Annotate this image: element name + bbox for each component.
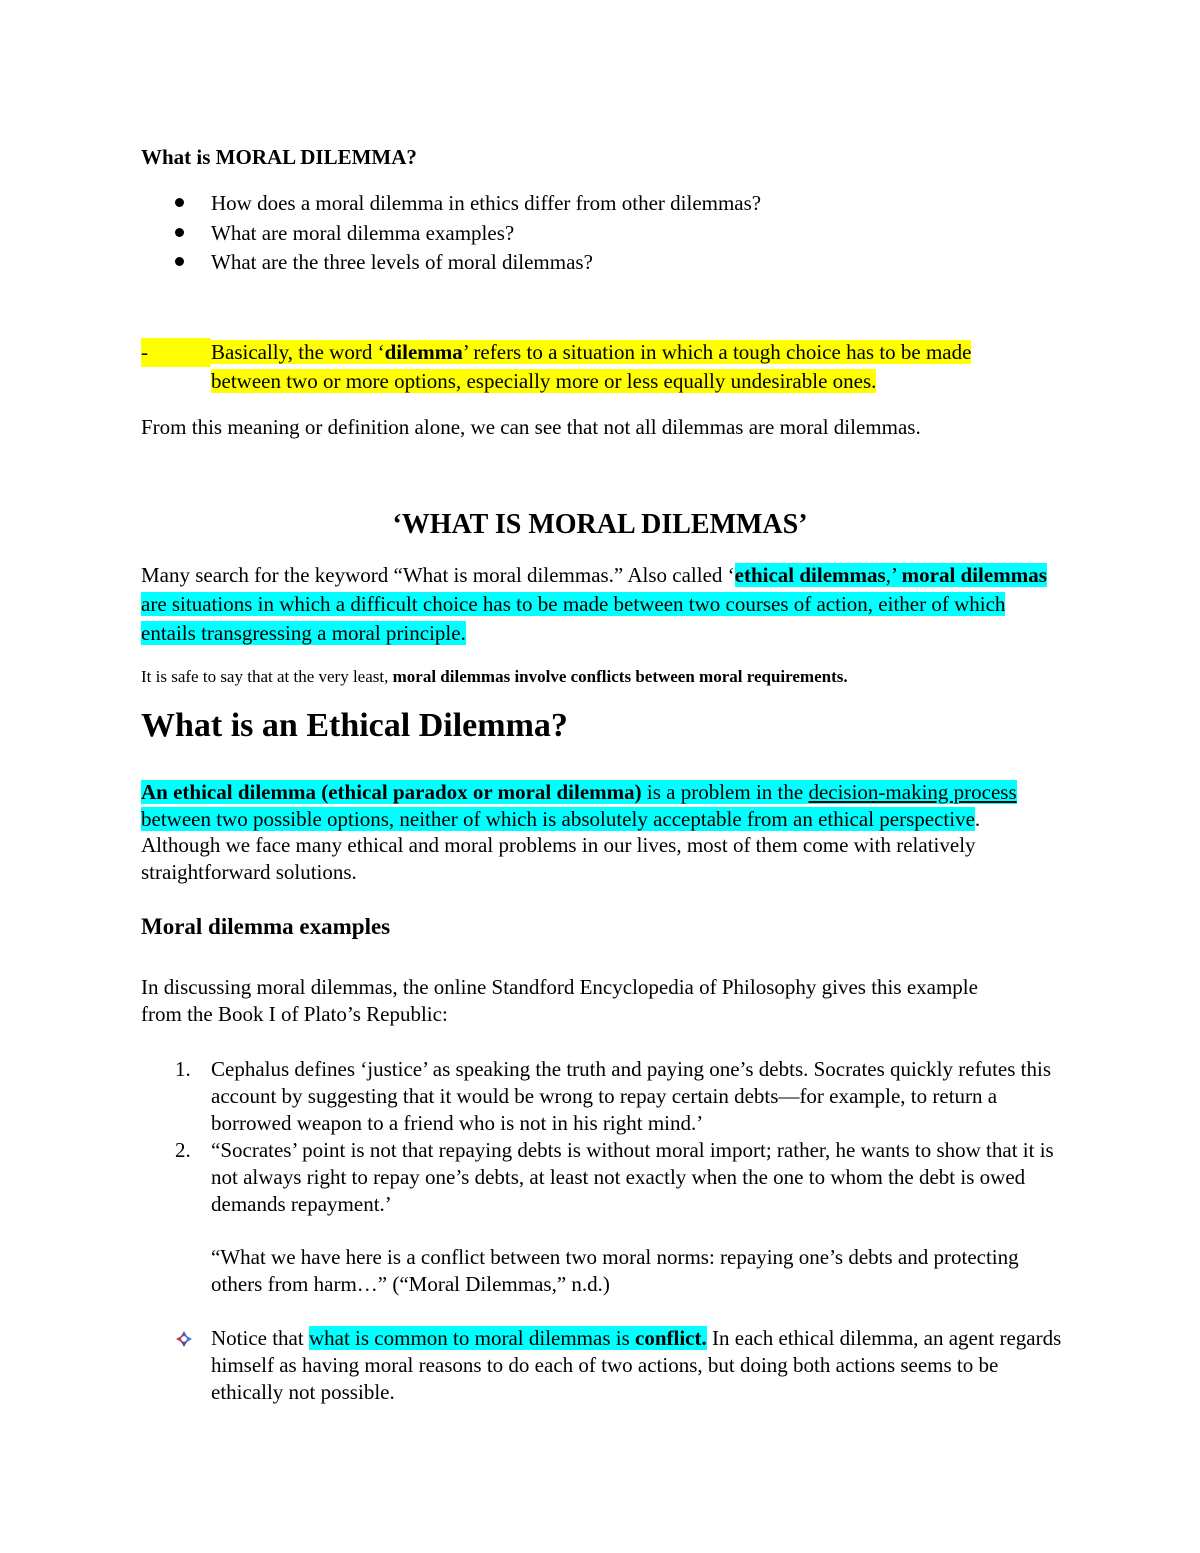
bullet-icon xyxy=(175,257,184,266)
basically-dilemma-bold: dilemma xyxy=(384,340,463,364)
question-item: What are the three levels of moral dilemmas? xyxy=(211,250,593,274)
notice-pre: Notice that xyxy=(211,1326,309,1350)
ethical-para-mid: between two possible options, neither of which is absolutely acceptable from an ethical perspective xyxy=(141,806,975,831)
numbered-item-text: “Socrates’ point is not that repaying debts is without moral import; rather, he wants to show that it is not always right to repay one’s debts, at least not exactly when the one to whom the debt is owed demands repayment.’ xyxy=(211,1138,1054,1216)
center-title: ‘WHAT IS MORAL DILEMMAS’ xyxy=(392,509,808,540)
question-item: What are moral dilemma examples? xyxy=(211,221,515,245)
ethical-para-post: . Although we face many ethical and moral problems in our lives, most of them come with relatively straightforward solutions. xyxy=(141,806,981,884)
many-search-paragraph xyxy=(141,561,1061,648)
numbered-item-text: Cephalus defines ‘justice’ as speaking the truth and paying one’s debts. Socrates quickly refutes this account by suggesting that it would be wrong to repay certain debts—for example, to return a borrowed weapon to a friend who is not in his right mind.’ xyxy=(211,1057,1051,1135)
moral-dilemmas-bold: moral dilemmas xyxy=(901,563,1047,587)
question-item: How does a moral dilemma in ethics differ from other dilemmas? xyxy=(211,191,762,215)
safe-to-say-bold: moral dilemmas involve conflicts between moral requirements. xyxy=(392,667,848,686)
ethical-dilemma-heading: What is an Ethical Dilemma? xyxy=(141,707,568,744)
bullet-icon xyxy=(175,198,184,207)
ethical-dilemmas-bold: ethical dilemmas xyxy=(734,563,886,587)
notice-paragraph xyxy=(211,1325,1071,1406)
list-number: 1. xyxy=(175,1057,191,1081)
arrow-bullet-icon xyxy=(175,1330,193,1348)
safe-to-say-paragraph xyxy=(141,665,1061,689)
basically-text-post: ’ refers to a situation in which a tough choice has to be made between two or more options, especially more or less equally undesirable ones. xyxy=(211,340,972,393)
moral-dilemma-examples-heading: Moral dilemma examples xyxy=(141,914,391,939)
many-search-mid: ,’ xyxy=(885,563,902,587)
notice-post: In each ethical dilemma, an agent regards himself as having moral reasons to do each of two actions, but doing both actions seems to be ethically not possible. xyxy=(211,1326,1062,1404)
notice-highlight: what is common to moral dilemmas is xyxy=(308,1326,636,1350)
basically-text-pre: Basically, the word ‘ xyxy=(211,340,385,364)
ethical-dilemma-bold: An ethical dilemma (ethical paradox or moral dilemma) xyxy=(141,780,642,804)
ethical-dilemma-paragraph xyxy=(141,779,1061,885)
discussing-paragraph: In discussing moral dilemmas, the online Standford Encyclopedia of Philosophy gives this example from the Book I of Plato’s Republic: xyxy=(141,975,978,1026)
list-number: 2. xyxy=(175,1138,191,1162)
ethical-para-pre: is a problem in the xyxy=(641,780,809,804)
basically-paragraph xyxy=(141,338,1021,396)
from-meaning-paragraph: From this meaning or definition alone, we can see that not all dilemmas are moral dilemmas. xyxy=(141,415,921,439)
heading-what-is-moral-dilemma: What is MORAL DILEMMA? xyxy=(141,145,417,169)
dash-marker: - xyxy=(141,338,211,367)
many-search-pre: Many search for the keyword “What is moral dilemmas.” Also called ‘ xyxy=(141,563,735,587)
safe-to-say-pre: It is safe to say that at the very least, xyxy=(141,667,393,686)
many-search-post: are situations in which a difficult choice has to be made between two courses of action, either of which entails transgressing a moral principle. xyxy=(141,592,1006,645)
bullet-icon xyxy=(175,228,184,237)
conflict-quote: “What we have here is a conflict between two moral norms: repaying one’s debts and protecting others from harm…” (“Moral Dilemmas,” n.d.) xyxy=(211,1245,1019,1296)
decision-making-link[interactable]: decision-making process xyxy=(808,780,1017,804)
conflict-bold: conflict. xyxy=(635,1326,707,1350)
